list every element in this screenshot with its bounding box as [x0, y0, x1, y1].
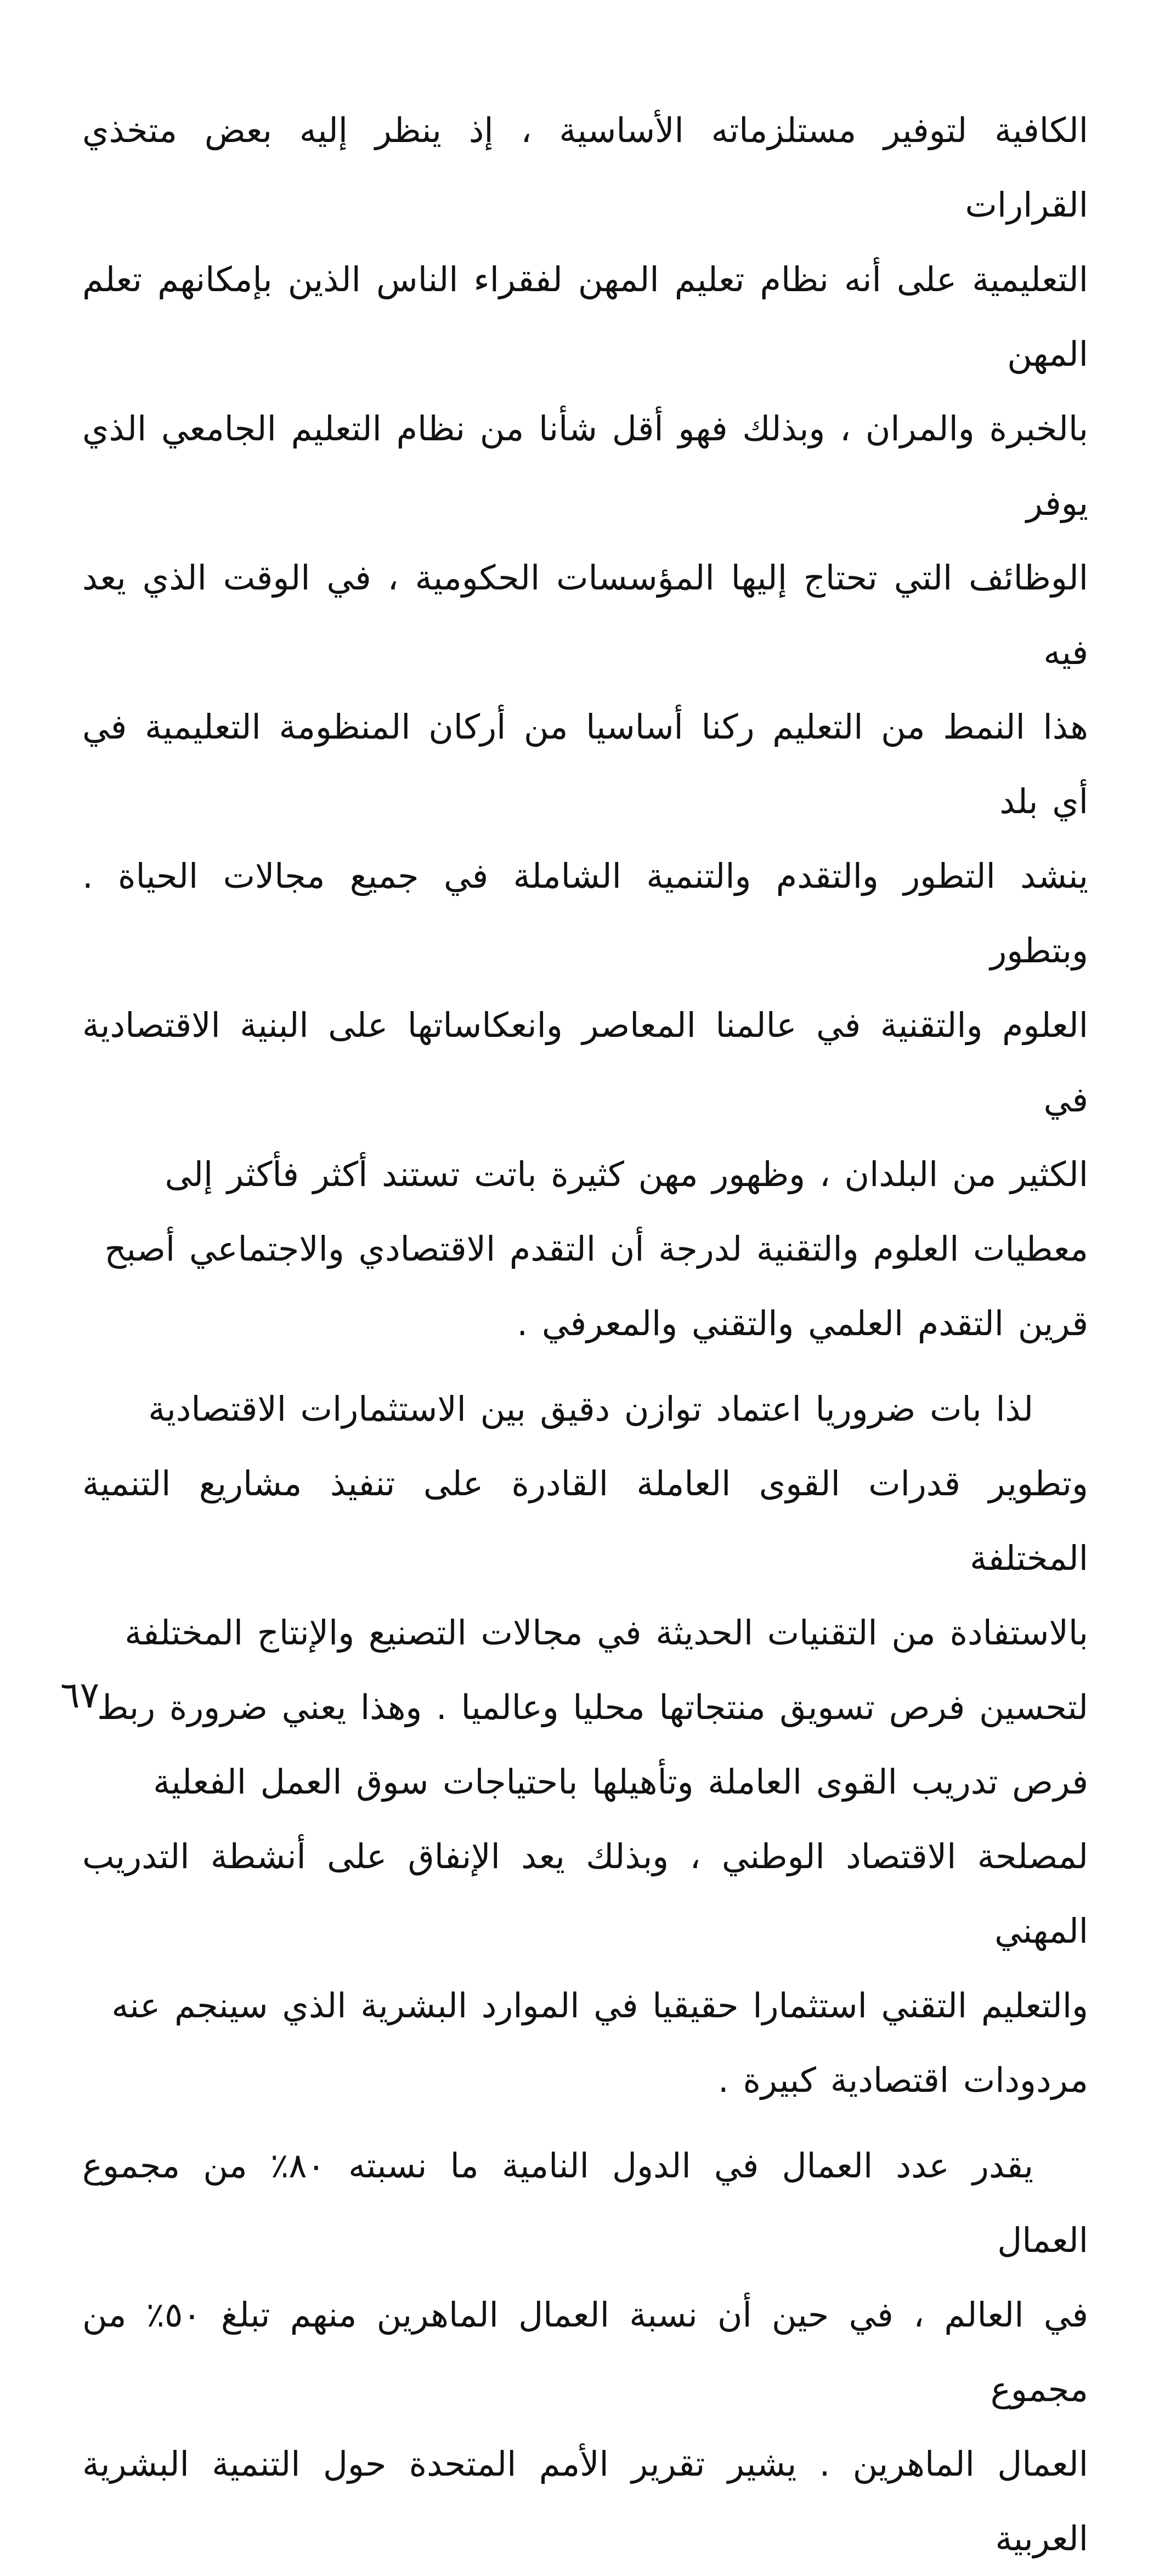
paragraph-1: الكافية لتوفير مستلزماته الأساسية ، إذ ينظر إليه بعض متخذي القرارات التعليمية على أنه نظام تعليم المهن لفقراء الناس الذين بإمكانهم تعلم المهن بالخبرة والمران ، وبذلك فهو أقل شأنا من نظام التعليم الجامعي الذي يوفر الوظائف التي تحتاج إليها المؤسسات الحكومية ، في الوقت الذي يعد فيه هذا النمط من التعليم ركنا أساسيا من أركان المنظومة التعليمية في أي بلد ينشد التطور والتقدم والتنمية الشاملة في جميع مجالات الحياة . وبتطور العلوم والتقنية في عالمنا المعاصر وانعكاساتها على البنية الاقتصادية في الكثير من البلدان ، وظهور مهن كثيرة باتت تستند أكثر فأكثر إلى معطيات العلوم والتقنية لدرجة أن التقدم الاقتصادي والاجتماعي أصبح قرين التقدم العلمي والتقني والمعرفي .	[82, 110, 1088, 1343]
paragraph-3: يقدر عدد العمال في الدول النامية ما نسبته ٨٠٪ من مجموع العمال في العالم ، في حين أن نسبة العمال الماهرين منهم تبلغ ٥٠٪ من مجموع العمال الماهرين . يشير تقرير الأمم المتحدة حول التنمية البشرية العربية	[82, 2146, 1089, 2558]
body-text	[82, 93, 1088, 2576]
paragraph-2: لذا بات ضروريا اعتماد توازن دقيق بين الاستثمارات الاقتصادية وتطوير قدرات القوى العاملة القادرة على تنفيذ مشاريع التنمية المختلفة بالاستفادة من التقنيات الحديثة في مجالات التصنيع والإنتاج المختلفة لتحسين فرص تسويق منتجاتها محليا وعالميا . وهذا يعني ضرورة ربط فرص تدريب القوى العاملة وتأهيلها باحتياجات سوق العمل الفعلية لمصلحة الاقتصاد الوطني ، وبذلك يعد الإنفاق على أنشطة التدريب المهني والتعليم التقني استثمارا حقيقيا في الموارد البشرية الذي سينجم عنه مردودات اقتصادية كبيرة .	[82, 1389, 1088, 2100]
page-number: ٦٧	[60, 1674, 99, 1716]
